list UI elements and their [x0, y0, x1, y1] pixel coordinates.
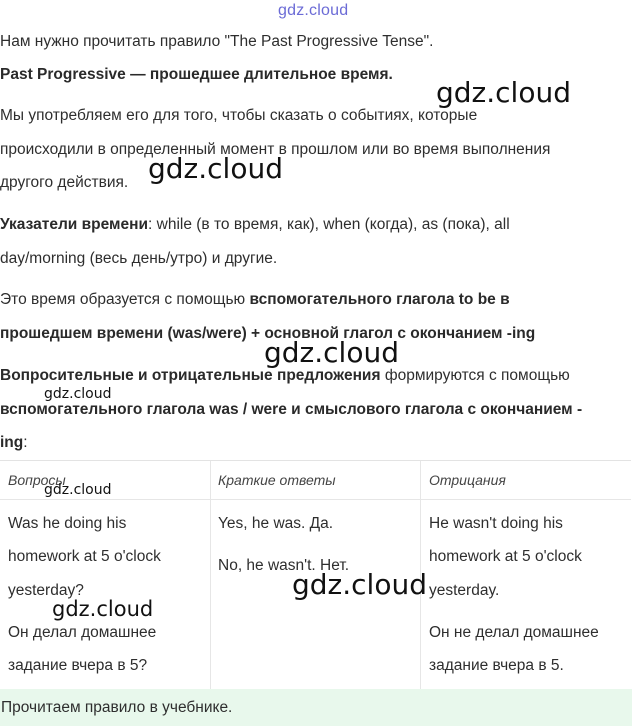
- watermark: gdz.cloud: [44, 386, 112, 402]
- questions-bold-1: Вопросительные и отрицательные предложения: [0, 367, 381, 384]
- negation-line-3: yesterday.: [429, 582, 500, 599]
- answer-no: No, he wasn't. Нет.: [218, 557, 350, 574]
- questions-line-3: [0, 433, 28, 453]
- formation-bold-1: вспомогательного глагола to be в: [249, 291, 510, 308]
- questions-plain-3: :: [23, 434, 28, 451]
- questions-line-1: [0, 366, 570, 386]
- usage-line-3: другого действия.: [0, 174, 129, 191]
- questions-line-2: [0, 400, 582, 420]
- header-questions: Вопросы: [8, 472, 66, 488]
- negation-line-1: He wasn't doing his: [429, 515, 563, 532]
- header-divider: [0, 499, 631, 500]
- watermark: gdz.cloud: [52, 597, 154, 621]
- question-line-2: homework at 5 o'clock: [8, 548, 161, 565]
- negation-line-5: задание вчера в 5.: [429, 657, 564, 674]
- definition-heading: [0, 65, 393, 85]
- time-markers-line-2: day/morning (весь день/утро) и другие.: [0, 250, 278, 267]
- definition-term: Past Progressive — прошедшее длительное время.: [0, 66, 393, 83]
- watermark: gdz.cloud: [44, 482, 112, 498]
- question-line-5: задание вчера в 5?: [8, 657, 148, 674]
- watermark: gdz.cloud: [292, 568, 427, 601]
- time-markers-line-1: [0, 215, 510, 235]
- formation-plain: Это время образуется с помощью: [0, 291, 250, 308]
- watermark: gdz.cloud: [264, 336, 399, 369]
- time-markers-text: : while (в то время, как), when (когда), as (пока), all: [148, 216, 510, 233]
- answer-yes: Yes, he was. Да.: [218, 515, 334, 532]
- watermark: gdz.cloud: [148, 152, 283, 185]
- footer-text: Прочитаем правило в учебнике.: [1, 699, 233, 716]
- formation-bold-2: прошедшем времени (was/were) + основной глагол с окончанием -ing: [0, 325, 536, 342]
- time-markers-label: Указатели времени: [0, 216, 149, 233]
- usage-line-2: происходили в определенный момент в прошлом или во время выполнения: [0, 141, 551, 158]
- negation-line-2: homework at 5 o'clock: [429, 548, 582, 565]
- formation-line-1: [0, 290, 510, 310]
- usage-line-1: Мы употребляем его для того, чтобы сказать о событиях, которые: [0, 107, 478, 124]
- watermark: gdz.cloud: [436, 76, 571, 109]
- question-line-3: yesterday?: [8, 582, 84, 599]
- questions-bold-2: вспомогательного глагола was / were и смыслового глагола с окончанием -: [0, 401, 583, 418]
- negation-line-4: Он не делал домашнее: [429, 624, 599, 641]
- question-line-1: Was he doing his: [8, 515, 127, 532]
- column-divider: [210, 461, 211, 689]
- questions-plain-1: формируются с помощью: [380, 367, 570, 384]
- footer-note: [0, 689, 632, 726]
- header-negations: Отрицания: [429, 472, 506, 488]
- header-short-answers: Краткие ответы: [218, 472, 336, 488]
- questions-bold-3: ing: [0, 434, 24, 451]
- intro-text: Нам нужно прочитать правило "The Past Progressive Tense".: [0, 33, 434, 50]
- question-line-4: Он делал домашнее: [8, 624, 157, 641]
- site-logo[interactable]: gdz.cloud: [278, 2, 349, 19]
